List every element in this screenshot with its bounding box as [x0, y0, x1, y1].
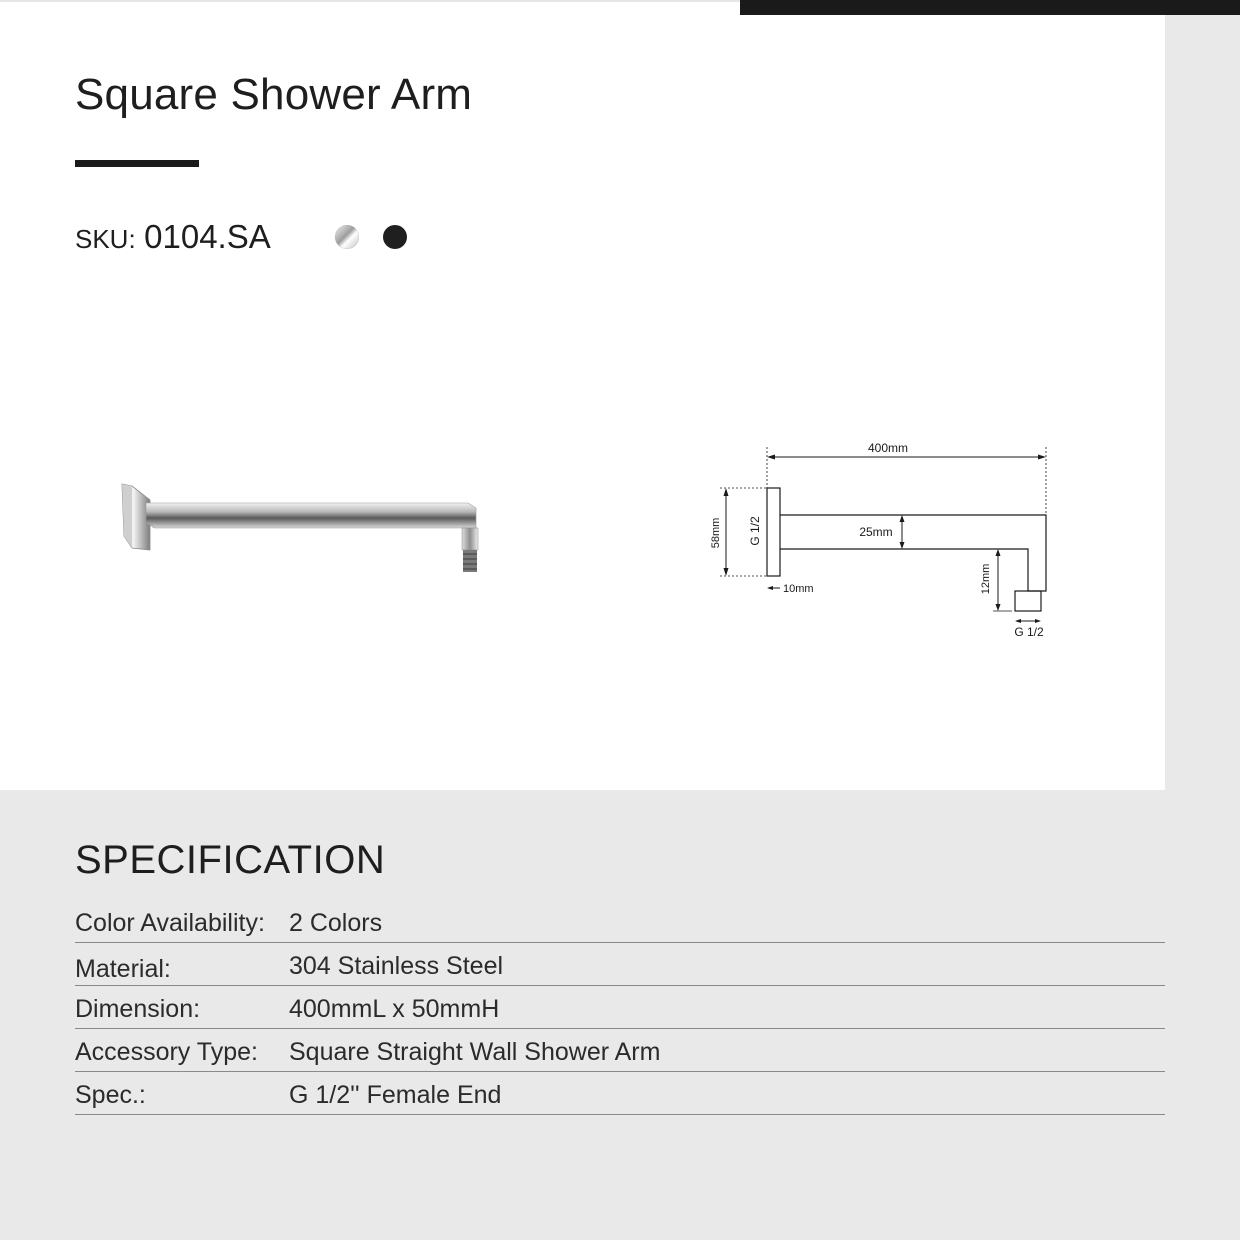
product-title: Square Shower Arm [75, 70, 473, 119]
spec-row-material [75, 943, 1165, 986]
spec-value: 2 Colors [289, 909, 383, 937]
technical-drawing [700, 435, 1060, 645]
product-photo [110, 470, 500, 590]
sku [75, 218, 271, 256]
color-swatch-black[interactable] [383, 225, 407, 249]
spec-table [75, 900, 1165, 1115]
dim-thread-inlet-label: G 1/2 [748, 516, 762, 546]
dim-arm-height-label: 25mm [859, 525, 893, 539]
spec-value: Square Straight Wall Shower Arm [289, 1038, 661, 1066]
spec-label: Color Availability: [75, 909, 265, 937]
top-hairline [0, 0, 740, 2]
dim-drop-label: 12mm [980, 563, 992, 595]
spec-label: Material: [75, 955, 171, 983]
spec-row-spec [75, 1072, 1165, 1115]
drawing-outlet [1015, 591, 1041, 611]
dim-plate-height-label: 58mm [710, 517, 722, 549]
specification-heading: SPECIFICATION [75, 838, 386, 882]
dim-length-label: 400mm [867, 441, 909, 455]
spec-row-color [75, 900, 1165, 943]
dim-thread-outlet-label: G 1/2 [1014, 625, 1044, 639]
spec-row-accessory-type [75, 1029, 1165, 1072]
spec-label: Spec.: [75, 1081, 146, 1109]
title-underline [75, 160, 199, 167]
top-accent-bar [740, 0, 1240, 15]
spec-label: Dimension: [75, 995, 201, 1023]
spec-value: G 1/2'' Female End [289, 1081, 502, 1109]
drawing-plate [767, 488, 780, 576]
dim-plate-thickness-label: 10mm [783, 583, 814, 595]
drawing-arm [780, 515, 1046, 591]
sku-value: 0104.SA [144, 218, 271, 255]
spec-value: 304 Stainless Steel [289, 952, 504, 980]
spec-value: 400mmL x 50mmH [289, 995, 500, 1023]
spec-row-dimension [75, 986, 1165, 1029]
sku-label: SKU: [75, 224, 136, 254]
color-swatch-chrome[interactable] [335, 225, 359, 249]
spec-label: Accessory Type: [75, 1038, 258, 1066]
